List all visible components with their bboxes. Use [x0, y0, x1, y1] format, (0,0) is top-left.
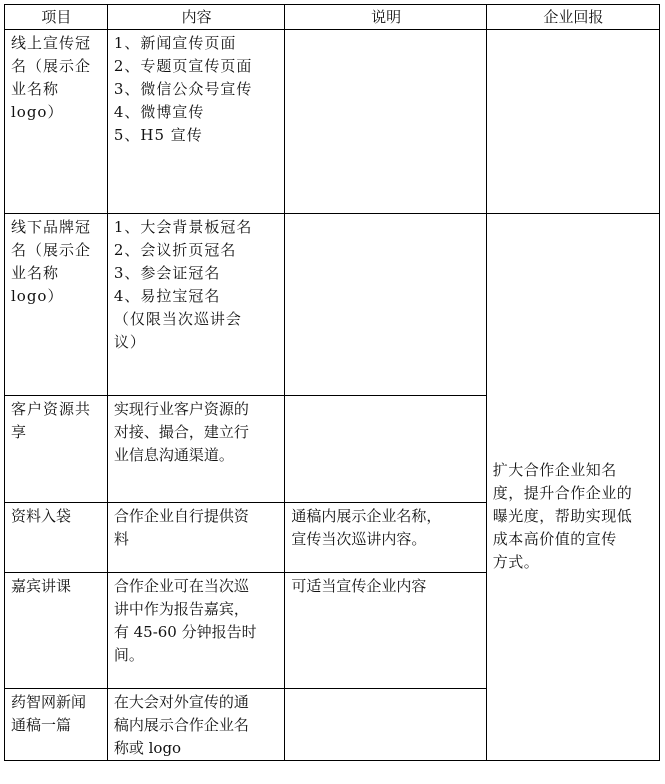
item-line: 名（展示企 [11, 57, 92, 75]
content-cell [107, 214, 285, 396]
content-cell [107, 30, 285, 214]
content-line: 3、参会证冠名 [113, 264, 221, 282]
item-line: 资料入袋 [11, 507, 72, 525]
item-cell [5, 30, 108, 214]
content-line: 业信息沟通渠道。 [113, 446, 234, 464]
item-line: 业名称 [11, 264, 60, 282]
item-line: 嘉宾讲课 [11, 577, 72, 595]
content-line: 2、专题页宣传页面 [113, 57, 253, 75]
note-cell [285, 503, 486, 573]
item-line: 享 [11, 423, 28, 441]
content-line: 议） [113, 333, 146, 351]
item-cell [5, 396, 108, 503]
item-line: logo） [11, 103, 64, 121]
content-line: 在大会对外宣传的通 [113, 693, 249, 711]
content-line: 合作企业自行提供资 [113, 507, 249, 525]
return-cell-empty [486, 30, 659, 214]
content-line: 间。 [113, 646, 144, 664]
item-line: 通稿一篇 [11, 716, 72, 734]
content-line: 5、H5 宣传 [113, 126, 203, 144]
content-line: 1、大会背景板冠名 [113, 218, 253, 236]
note-cell [285, 214, 486, 396]
note-cell [285, 689, 486, 761]
table-row [5, 30, 660, 214]
content-line: 对接、撮合，建立行 [113, 423, 249, 441]
return-line: 度，提升合作企业的 [492, 483, 633, 502]
return-line: 方式。 [492, 552, 540, 571]
content-line: 有 45-60 分钟报告时 [113, 623, 257, 641]
item-line: 药智网新闻 [11, 693, 87, 711]
content-cell [107, 573, 285, 689]
item-cell [5, 573, 108, 689]
content-line: 1、新闻宣传页面 [113, 34, 237, 52]
content-cell [107, 396, 285, 503]
content-line: 称或 logo [113, 739, 182, 757]
header-row [5, 5, 660, 30]
item-line: 线下品牌冠 [11, 218, 92, 236]
content-line: 4、微博宣传 [113, 103, 205, 121]
item-line: 业名称 [11, 80, 60, 98]
content-line: 3、微信公众号宣传 [113, 80, 253, 98]
item-cell [5, 689, 108, 761]
note-cell [285, 396, 486, 503]
return-line: 成本高价值的宣传 [492, 529, 617, 548]
content-line: 合作企业可在当次巡 [113, 577, 249, 595]
return-line: 曝光度，帮助实现低 [492, 506, 633, 525]
item-line: 客户资源共 [11, 400, 92, 418]
content-line: 实现行业客户资源的 [113, 400, 249, 418]
item-line: 名（展示企 [11, 241, 92, 259]
content-cell [107, 503, 285, 573]
table-row [5, 214, 660, 396]
note-line: 通稿内展示企业名称， [291, 507, 442, 525]
content-line: 料 [113, 530, 129, 548]
header-item: 项目 [5, 5, 108, 30]
header-note: 说明 [285, 5, 486, 30]
item-line: 线上宣传冠 [11, 34, 92, 52]
item-line: logo） [11, 287, 64, 305]
content-line: 4、易拉宝冠名 [113, 287, 221, 305]
sponsorship-table [4, 4, 660, 761]
header-return: 企业回报 [486, 5, 659, 30]
content-line: 讲中作为报告嘉宾， [113, 600, 249, 618]
content-line: （仅限当次巡讲会 [113, 310, 242, 328]
return-line: 扩大合作企业知名 [492, 460, 617, 479]
content-line: 稿内展示合作企业名 [113, 716, 249, 734]
item-cell [5, 503, 108, 573]
item-cell [5, 214, 108, 396]
note-cell [285, 30, 486, 214]
header-content: 内容 [107, 5, 285, 30]
note-cell [285, 573, 486, 689]
note-line: 宣传当次巡讲内容。 [291, 530, 427, 548]
content-line: 2、会议折页冠名 [113, 241, 237, 259]
content-cell [107, 689, 285, 761]
return-cell [486, 214, 659, 761]
note-line: 可适当宣传企业内容 [291, 577, 427, 595]
return-text [493, 459, 654, 574]
